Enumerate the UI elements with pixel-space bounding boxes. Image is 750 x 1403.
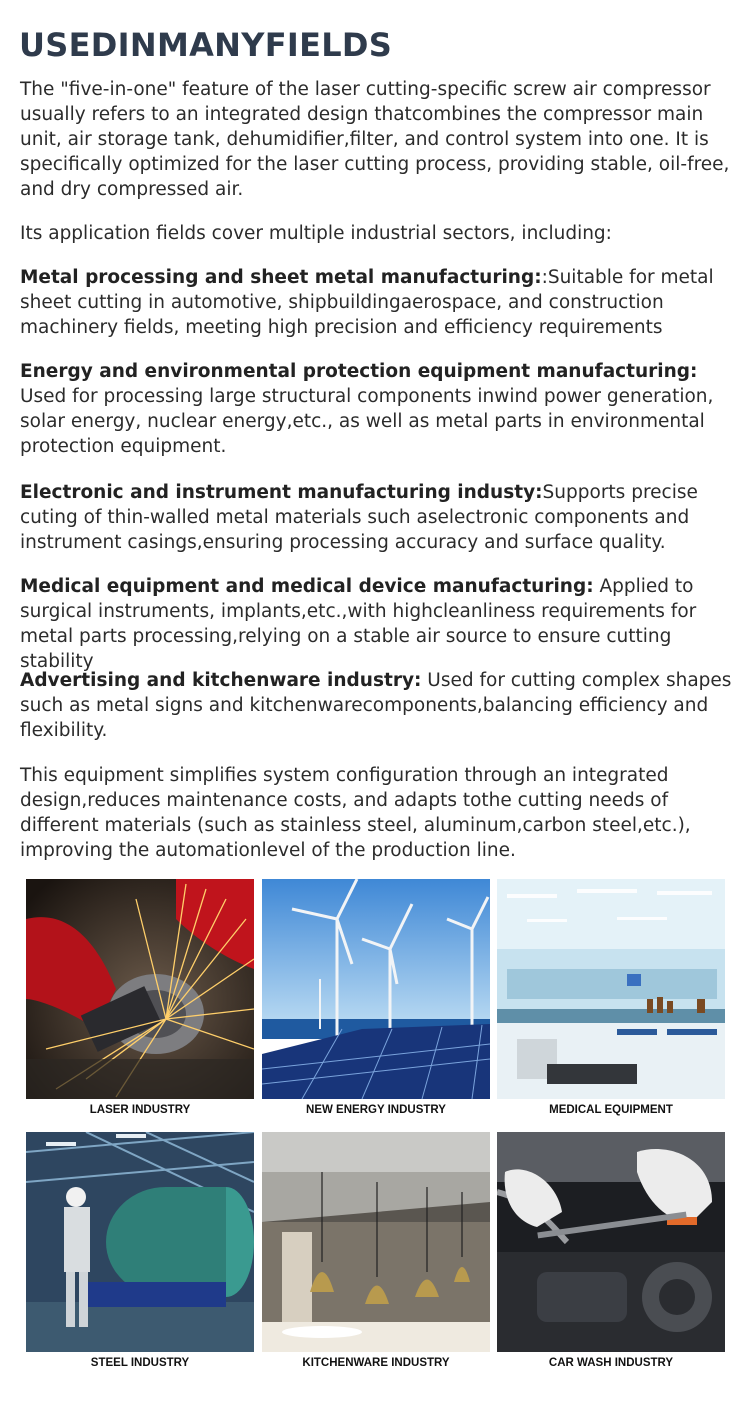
page-title: USEDINMANYFIELDS: [19, 26, 393, 64]
section-electronic: [20, 480, 745, 555]
section-text: :Suitable for metal sheet cutting in automotive, shipbuildingaerospace, and construction machinery fields, meeting high precision and efficiency requirements: [20, 267, 714, 338]
gallery-item-steel: [26, 1132, 254, 1369]
steel-industry-image: [26, 1132, 254, 1352]
gallery-item-medical: [497, 879, 725, 1116]
gallery-item-new-energy: [262, 879, 490, 1116]
conclusion-paragraph: This equipment simplifies system configuration through an integrated design,reduces maintenance costs, and adapts tothe cutting needs of different materials (such as stainless steel, aluminum,carbon steel,etc.), improving the automationlevel of the production line.: [20, 765, 691, 861]
section-medical: [20, 574, 745, 674]
gallery-caption: STEEL INDUSTRY: [90, 1357, 190, 1369]
medical-equipment-image: [497, 879, 725, 1099]
kitchenware-industry-image: [262, 1132, 490, 1352]
section-text: Supports precise cuting of thin-walled metal materials such aselectronic components and instrument casings,ensuring processing accuracy and surface quality.: [20, 482, 698, 553]
section-heading: Electronic and instrument manufacturing industy:: [20, 482, 543, 503]
section-advertising: [20, 668, 745, 743]
gallery-caption: KITCHENWARE INDUSTRY: [302, 1357, 450, 1369]
section-energy: [20, 359, 745, 459]
gallery-item-car-wash: [497, 1132, 725, 1369]
gallery-item-kitchenware: [262, 1132, 490, 1369]
section-text: Applied to surgical instruments, implants,etc.,with highcleanliness requirements for metal parts processing,relying on a stable air source to ensure cutting stability: [20, 576, 697, 672]
section-heading: Advertising and kitchenware industry:: [20, 670, 422, 691]
section-heading: Medical equipment and medical device manufacturing:: [20, 576, 594, 597]
section-text: Used for processing large structural components inwind power generation, solar energy, nuclear energy,etc., as well as metal parts in environmental protection equipment.: [20, 386, 714, 457]
new-energy-industry-image: [262, 879, 490, 1099]
gallery-caption: LASER INDUSTRY: [89, 1104, 191, 1116]
laser-industry-image: [26, 879, 254, 1099]
gallery-caption: MEDICAL EQUIPMENT: [549, 1104, 673, 1116]
section-heading: Energy and environmental protection equipment manufacturing:: [20, 361, 698, 382]
section-heading: Metal processing and sheet metal manufacturing:: [20, 267, 542, 288]
gallery-caption: NEW ENERGY INDUSTRY: [306, 1104, 446, 1116]
section-text: Used for cutting complex shapes such as metal signs and kitchenwarecomponents,balancing efficiency and flexibility.: [20, 670, 732, 741]
car-wash-industry-image: [497, 1132, 725, 1352]
section-metal-processing: [20, 265, 745, 340]
gallery-item-laser: [26, 879, 254, 1116]
intro-paragraph: The "five-in-one" feature of the laser cutting-specific screw air compressor usually refers to an integrated design thatcombines the compressor main unit, air storage tank, dehumidifier,filter, and control system into one. It is specifically optimized for the laser cutting process, providing stable, oil-free, and dry compressed air.: [20, 79, 730, 200]
fields-intro: Its application fields cover multiple industrial sectors, including:: [20, 223, 612, 244]
gallery-caption: CAR WASH INDUSTRY: [548, 1357, 674, 1369]
